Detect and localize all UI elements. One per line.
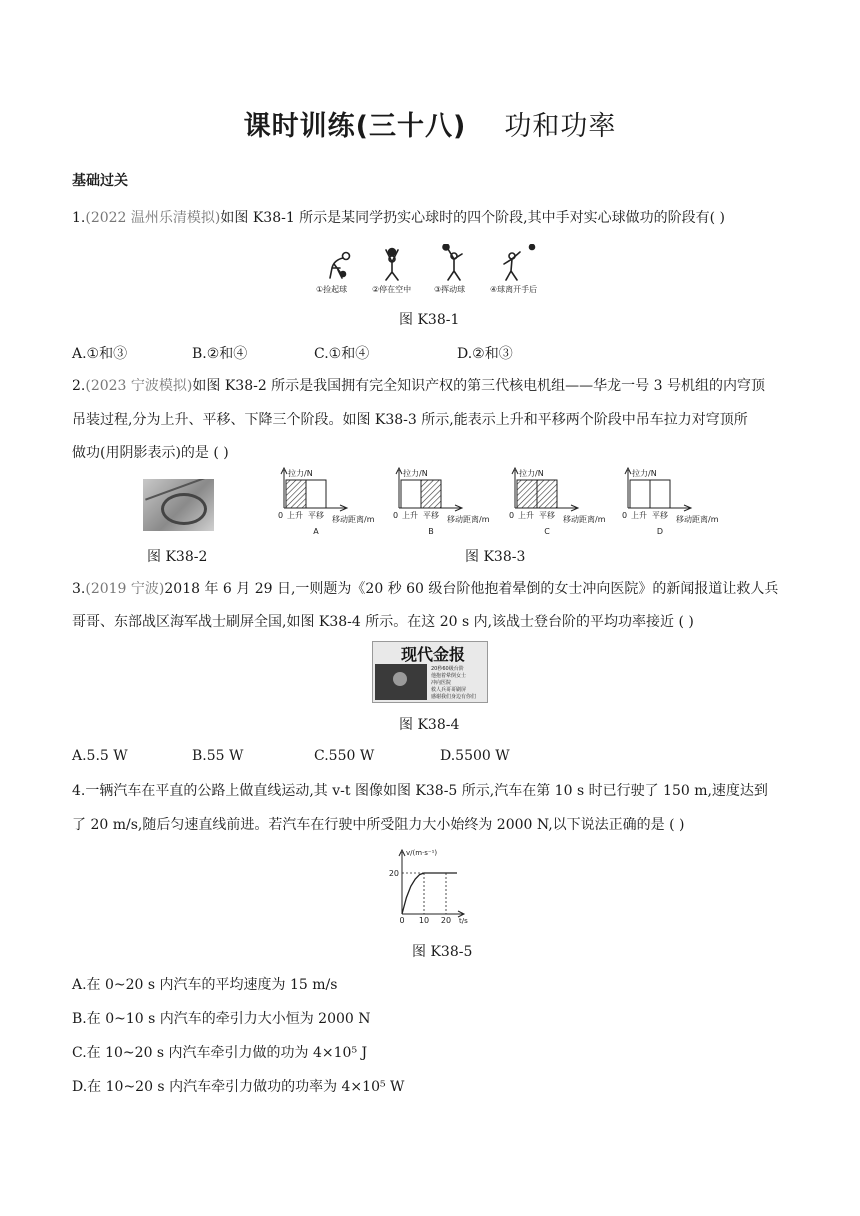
q4-option-c: C.在 10~20 s 内汽车牵引力做的功为 4×10⁵ J: [72, 1045, 368, 1061]
q3-option-c: C.550 W: [314, 748, 375, 764]
x-axis-label: 移动距离/m: [332, 515, 375, 524]
newspaper-line: 冲向医院: [431, 680, 452, 686]
q3-option-d: D.5500 W: [440, 748, 510, 764]
chart-letter: C: [544, 527, 550, 536]
q3-caption: 图 K38-4: [399, 717, 460, 733]
newspaper-image: [372, 641, 488, 703]
q1-stem: [72, 208, 725, 228]
y-axis-label: 拉力/N: [403, 469, 428, 478]
stick-figure-release: [504, 245, 535, 281]
chart-letter: A: [313, 527, 319, 536]
newspaper-line: 救人兵哥哥刷屏: [431, 687, 467, 693]
q4-caption: 图 K38-5: [412, 944, 473, 960]
q4-option-d: D.在 10~20 s 内汽车牵引力做功的功率为 4×10⁵ W: [72, 1079, 405, 1095]
force-chart-d: [622, 468, 719, 536]
q4-stem-1: [72, 781, 768, 801]
origin-label: 0: [393, 511, 399, 520]
force-chart-a: [278, 468, 375, 536]
q2-stem-1: [72, 376, 765, 396]
q3-option-b: B.55 W: [192, 748, 244, 764]
y-axis-label: 拉力/N: [519, 469, 544, 478]
q1-option-c: C.①和④: [314, 346, 370, 362]
x-tick-label: 10: [418, 916, 430, 924]
stage1-label: 上升: [518, 511, 534, 520]
q2-text-1: 如图 K38-2 所示是我国拥有完全知识产权的第三代核电机组——华龙一号 3 号机组的内穹顶: [192, 378, 765, 394]
q4-option-b: B.在 0~10 s 内汽车的牵引力大小恒为 2000 N: [72, 1011, 371, 1027]
stage2-label: 平移: [423, 511, 439, 520]
q4-text-1: 一辆汽车在平直的公路上做直线运动,其 v-t 图像如图 K38-5 所示,汽车在第 10 s 时已行驶了 150 m,速度达到: [85, 783, 768, 799]
q1-option-b: B.②和④: [192, 346, 248, 362]
newspaper-line: 20秒60级台阶: [431, 666, 464, 672]
stage-bar-1: [517, 480, 537, 508]
newspaper-title: 现代金报: [401, 645, 466, 664]
stage2-label: 平移: [652, 511, 668, 520]
stage-bar-2: [421, 480, 441, 508]
vt-chart: [386, 846, 476, 924]
y-axis-label: v/(m·s⁻¹): [406, 849, 438, 857]
stage2-label: 平移: [308, 511, 324, 520]
title-main: 课时训练(三十八): [243, 111, 467, 142]
newspaper-line: 感谢我们身边有你们: [431, 694, 477, 700]
x-tick-label: 20: [440, 916, 452, 924]
q2-source: (2023 宁波模拟): [85, 378, 193, 394]
x-axis-label: t/s: [459, 917, 468, 924]
q1-option-a: A.①和③: [72, 346, 128, 362]
stage-bar-2: [306, 480, 326, 508]
q1-label-4: ④球离开手后: [490, 285, 538, 294]
stage-bar-1: [286, 480, 306, 508]
q3-text-1: 2018 年 6 月 29 日,一则题为《20 秒 60 级台阶他抱着晕倒的女士冲向医院》的新闻报道让救人兵: [164, 581, 779, 597]
q2-caption-left: 图 K38-2: [147, 549, 208, 565]
q1-number: 1.: [72, 210, 86, 226]
y-tick-label: 20: [388, 869, 399, 878]
title-sub: 功和功率: [504, 111, 617, 142]
origin-label: 0: [509, 511, 515, 520]
q4-number: 4.: [72, 783, 86, 799]
chart-letter: B: [428, 527, 434, 536]
stage-bar-2: [650, 480, 670, 508]
x-tick-label: 0: [399, 916, 405, 924]
stage2-label: 平移: [539, 511, 555, 520]
force-chart-c: [509, 468, 606, 536]
stick-figure-swing: [443, 244, 462, 280]
dome-lifting-photo: [143, 479, 214, 531]
velocity-line: [402, 873, 457, 914]
q2-force-charts: [270, 466, 740, 541]
stage-bar-1: [401, 480, 421, 508]
q1-source: (2022 温州乐清模拟): [85, 210, 221, 226]
x-axis-label: 移动距离/m: [563, 515, 606, 524]
q2-caption-right: 图 K38-3: [465, 549, 526, 565]
q3-stem-1: [72, 579, 778, 599]
stage-bar-1: [630, 480, 650, 508]
force-chart-b: [393, 468, 490, 536]
x-axis-label: 移动距离/m: [447, 515, 490, 524]
q1-option-d: D.②和③: [457, 346, 513, 362]
y-axis-label: 拉力/N: [632, 469, 657, 478]
q1-label-2: ②停在空中: [372, 285, 412, 294]
q3-option-a: A.5.5 W: [72, 748, 128, 764]
q1-label-3: ③挥动球: [434, 285, 466, 294]
q1-label-1: ①捡起球: [316, 285, 348, 294]
origin-label: 0: [622, 511, 628, 520]
stick-figure-pick-up: [330, 253, 350, 279]
q4-stem-2: 了 20 m/s,随后匀速直线前进。若汽车在行驶中所受阻力大小始终为 2000 N,以下说法正确的是 ( ): [72, 817, 685, 833]
stage1-label: 上升: [287, 511, 303, 520]
stick-figure-hold: [386, 249, 398, 281]
q4-option-a: A.在 0~20 s 内汽车的平均速度为 15 m/s: [72, 977, 338, 993]
page-title: [0, 104, 860, 143]
origin-label: 0: [278, 511, 284, 520]
q2-stem-2: 吊装过程,分为上升、平移、下降三个阶段。如图 K38-3 所示,能表示上升和平移两个阶段中吊车拉力对穹顶所: [72, 412, 748, 428]
section-heading: 基础过关: [72, 173, 128, 189]
x-axis-label: 移动距离/m: [676, 515, 719, 524]
newspaper-line: 他抱着晕倒女士: [431, 673, 467, 679]
stage-bar-2: [537, 480, 557, 508]
y-axis-label: 拉力/N: [288, 469, 313, 478]
q1-text: 如图 K38-1 所示是某同学扔实心球时的四个阶段,其中手对实心球做功的阶段有( ): [220, 210, 726, 226]
q2-number: 2.: [72, 378, 86, 394]
q2-stem-3: 做功(用阴影表示)的是 ( ): [72, 445, 229, 461]
q3-stem-2: 哥哥、东部战区海军战士刷屏全国,如图 K38-4 所示。在这 20 s 内,该战士登台阶的平均功率接近 ( ): [72, 614, 694, 630]
q3-source: (2019 宁波): [85, 581, 165, 597]
chart-letter: D: [656, 527, 664, 536]
newspaper-photo: [375, 664, 427, 700]
stage1-label: 上升: [631, 511, 647, 520]
stage1-label: 上升: [402, 511, 418, 520]
q1-caption: 图 K38-1: [399, 312, 460, 328]
q3-number: 3.: [72, 581, 86, 597]
